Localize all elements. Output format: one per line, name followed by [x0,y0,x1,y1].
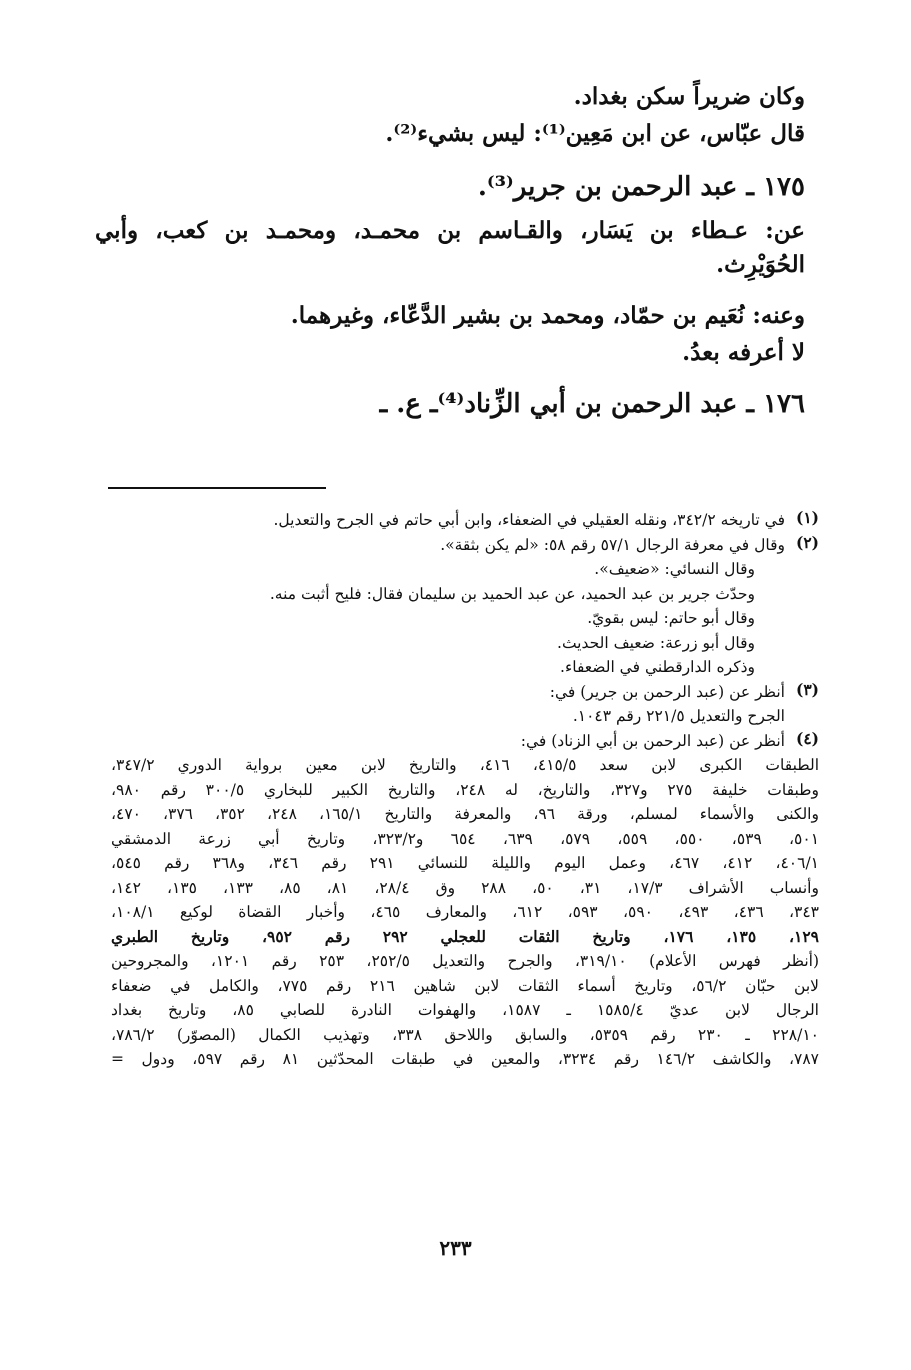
footnote-line: ٤٠٦/١، ٤١٢، ٤٦٧، وعمل اليوم والليلة للنسائي ٢٩١ رقم ٣٤٦، و٣٦٨ رقم ٥٤٥، [111,854,819,872]
footnote-line: والكنى والأسماء لمسلم، ورقة ٩٦، والمعرفة والتاريخ ١٦٥/١، ٢٤٨، ٣٥٢، ٣٧٦، ٤٧٠، [111,805,819,823]
footnote-number: (٣) [795,679,819,699]
footnote-line: وقال النسائي: «ضعيف». [594,560,755,578]
footnote-line: وحدّث جرير بن عبد الحميد، عن عبد الحميد بن سليمان فقال: فليح أثبت منه. [269,584,755,603]
footnote-line: ٧٨٧، والكاشف ١٤٦/٢ رقم ٣٢٣٤، والمعين في طبقات المحدّثين ٨١ رقم ٥٩٧، ودول = [111,1050,819,1068]
text-line: لا أعرفه بعدُ. [682,339,805,367]
text-line: عن: عـطاء بن يَسَار، والقـاسم بن محمـد، ومحمـد بن كعب، وأبي [95,217,805,245]
footnote-1 [99,508,819,533]
footnote-line: (أنظر فهرس الأعلام) ٣١٩/١٠، والجرح والتعديل ٢٥٢/٥، ٢٥٣ رقم ١٢٠١، والمجروحين [111,952,820,970]
footnote-line: ٥٠١، ٥٣٩، ٥٥٠، ٥٥٩، ٥٧٩، ٦٣٩، ٦٥٤ و٣٢٣/٢، وتاريخ أبي زرعة الدمشقي [111,829,820,848]
text-line: قال عبّاس، عن ابن مَعِين⁽¹⁾: ليس بشيء⁽²⁾. [385,120,805,148]
footnote-separator [108,487,326,489]
entry-heading-176: ١٧٦ ـ عبد الرحمن بن أبي الزِّناد⁽⁴⁾ـ ع. ـ [379,388,805,419]
text-line: وكان ضريراً سكن بغداد. [573,83,805,110]
text-line: الحُوَيْرِث. [716,250,805,278]
footnote-4-body [111,753,819,1072]
footnote-line: الرجال لابن عديّ ١٥٨٥/٤ ـ ١٥٨٧، والهفوات النادرة للصابي ٨٥، وتاريخ بغداد [111,1001,819,1019]
footnote-line: وقال أبو حاتم: ليس بقويّ. [587,609,755,627]
footnote-2 [99,533,819,680]
footnote-line: وقال في معرفة الرجال ٥٧/١ رقم ٥٨: «لم يكن بثقة». [440,535,785,554]
footnote-line: وقال أبو زرعة: ضعيف الحديث. [557,633,755,652]
footnotes [99,508,819,1072]
footnote-line: ٢٢٨/١٠ ـ ٢٣٠ رقم ٥٣٥٩، والسابق واللاحق ٣٣٨، وتهذيب الكمال (المصوّر) ٧٨٦/٢، [111,1025,819,1044]
footnote-4 [99,729,819,754]
footnote-line: في تاريخه ٣٤٢/٢، ونقله العقيلي في الضعفاء، وابن أبي حاتم في الجرح والتعديل. [273,511,785,529]
main-text [95,80,805,423]
text-line: وعنه: نُعَيم بن حمّاد، ومحمد بن بشير الدَّعّاء، وغيرهما. [290,302,805,330]
footnote-line: الجرح والتعديل ٢٢١/٥ رقم ١٠٤٣. [572,707,785,725]
footnote-number: (٤) [795,728,819,748]
footnote-line: لابن حبّان ٥٦/٢، وتاريخ أسماء الثقات لابن شاهين ٢١٦ رقم ٧٧٥، والكامل في ضعفاء [111,976,819,995]
footnote-3 [99,680,819,729]
footnote-line: أنظر عن (عبد الرحمن بن أبي الزناد) في: [520,731,785,750]
footnote-line: ٣٤٣، ٤٣٦، ٤٩٣، ٥٩٠، ٥٩٣، ٦١٢، والمعارف ٤٦٥، وأخبار القضاة لوكيع ١٠٨/١، [111,903,820,921]
footnote-line: وذكره الدارقطني في الضعفاء. [560,658,755,676]
entry-heading-175: ١٧٥ ـ عبد الرحمن بن جرير⁽³⁾. [477,171,805,202]
footnote-line: وأنساب الأشراف ١٧/٣، ٣١، ٥٠، ٢٨٨ وق ٢٨/٤، ٨١، ٨٥، ١٣٣، ١٣٥، ١٤٢، [111,878,819,897]
footnote-line: ١٢٩، ١٣٥، ١٧٦، وتاريخ الثقات للعجلي ٢٩٢ رقم ٩٥٢، وتاريخ الطبري [111,926,819,946]
footnote-line: أنظر عن (عبد الرحمن بن جرير) في: [549,682,785,701]
footnote-line: وطبقات خليفة ٢٧٥ و٣٢٧، والتاريخ، له ٢٤٨، والتاريخ الكبير للبخاري ٣٠٠/٥ رقم ٩٨٠، [111,780,819,799]
footnote-line: الطبقات الكبرى لابن سعد ٤١٥/٥، ٤١٦، والتاريخ لابن معين برواية الدوري ٣٤٧/٢، [111,756,819,774]
footnote-number: (١) [795,508,819,527]
footnote-number: (٢) [795,532,819,552]
page-number: ٢٣٣ [439,1236,472,1260]
